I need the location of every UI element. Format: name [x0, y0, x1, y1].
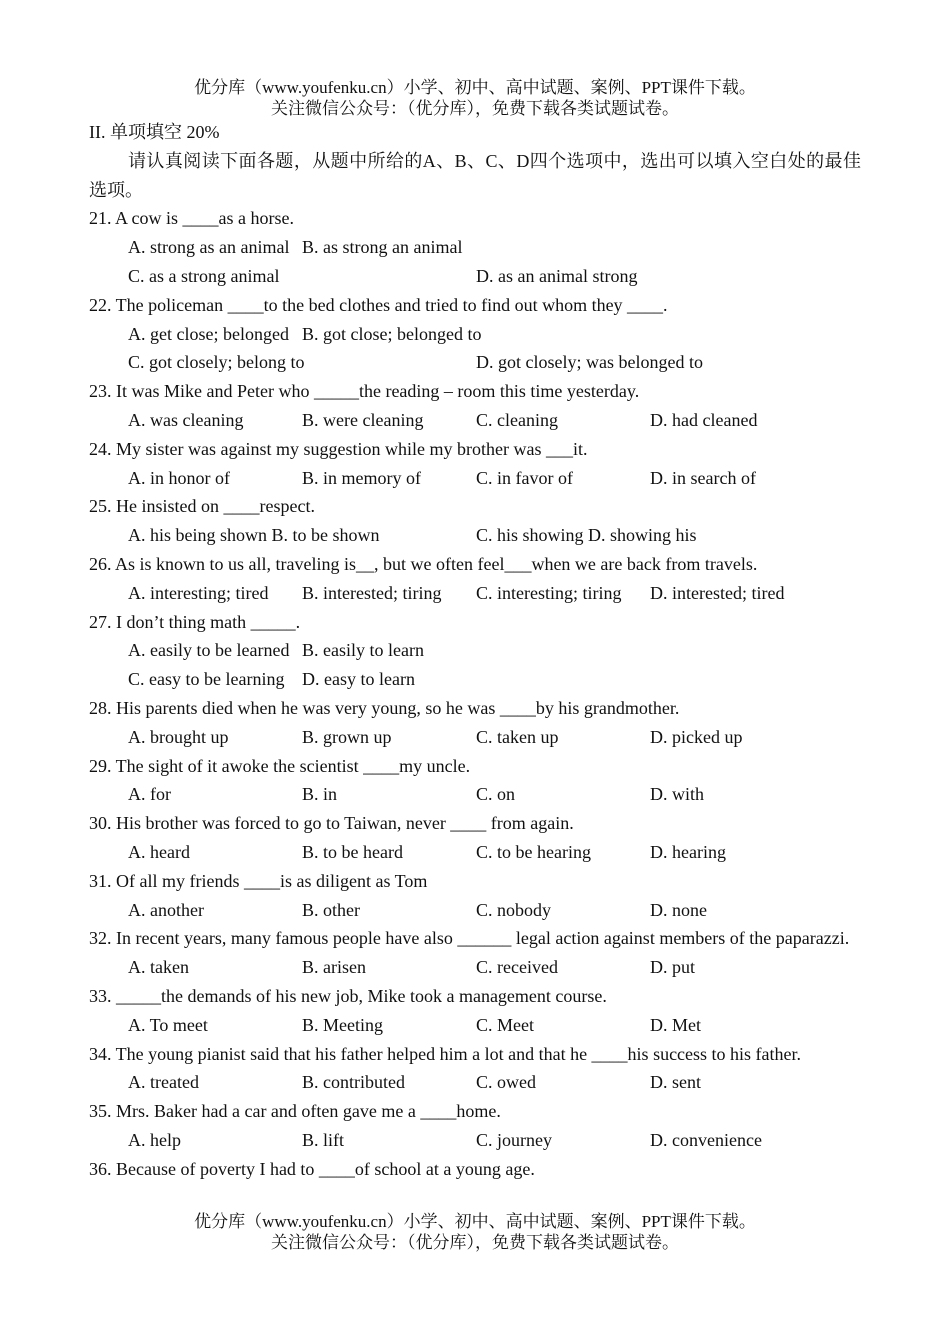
answer-option: A. easily to be learned	[128, 640, 290, 661]
answer-option: D. got closely; was belonged to	[476, 352, 703, 373]
option-row	[89, 262, 861, 291]
question-item	[89, 1040, 861, 1098]
question-stem: 32. In recent years, many famous people have also ______ legal action against members of the paparazzi.	[89, 928, 850, 949]
option-row	[89, 348, 861, 377]
question-stem: 30. His brother was forced to go to Taiwan, never ____ from again.	[89, 813, 574, 834]
answer-option: A. his being shown B. to be shown	[128, 525, 380, 546]
option-row	[89, 780, 861, 809]
question-item	[89, 550, 861, 608]
answer-option: C. in favor of	[476, 467, 573, 488]
answer-option: A. help	[128, 1129, 181, 1150]
question-list	[89, 204, 861, 1183]
answer-option: B. other	[302, 899, 360, 920]
option-row	[89, 1011, 861, 1040]
answer-option: D. with	[650, 784, 704, 805]
question-item	[89, 752, 861, 810]
answer-option: C. Meet	[476, 1014, 534, 1035]
answer-option: B. grown up	[302, 726, 392, 747]
option-row	[89, 1068, 861, 1097]
question-item	[89, 435, 861, 493]
option-row	[89, 723, 861, 752]
question-item	[89, 1155, 861, 1184]
answer-option: C. interesting; tiring	[476, 582, 622, 603]
answer-option: C. his showing D. showing his	[476, 525, 697, 546]
question-item	[89, 982, 861, 1040]
answer-option: C. owed	[476, 1072, 536, 1093]
section-title: II. 单项填空 20%	[89, 122, 220, 142]
question-item	[89, 809, 861, 867]
question-stem: 26. As is known to us all, traveling is__, but we often feel___when we are back from travels.	[89, 553, 758, 574]
option-row	[89, 953, 861, 982]
question-stem: 28. His parents died when he was very young, so he was ____by his grandmother.	[89, 697, 680, 718]
answer-option: D. interested; tired	[650, 582, 785, 603]
answer-option: C. cleaning	[476, 409, 558, 430]
answer-option: B. contributed	[302, 1072, 405, 1093]
answer-option: D. none	[650, 899, 707, 920]
option-row	[89, 1126, 861, 1155]
page-footer	[0, 1211, 950, 1253]
option-row	[89, 233, 861, 262]
option-row	[89, 320, 861, 349]
page-header	[0, 77, 950, 119]
answer-option: C. taken up	[476, 726, 559, 747]
option-row	[89, 838, 861, 867]
header-line-1: 优分库（www.youfenku.cn）小学、初中、高中试题、案例、PPT课件下载。	[194, 78, 756, 97]
answer-option: A. in honor of	[128, 467, 230, 488]
answer-option: D. Met	[650, 1014, 701, 1035]
answer-option: D. sent	[650, 1072, 701, 1093]
answer-option: D. as an animal strong	[476, 265, 638, 286]
question-stem: 29. The sight of it awoke the scientist ____my uncle.	[89, 755, 471, 776]
answer-option: C. to be hearing	[476, 841, 591, 862]
question-item	[89, 867, 861, 925]
option-row	[89, 665, 861, 694]
question-item	[89, 1097, 861, 1155]
question-stem: 34. The young pianist said that his father helped him a lot and that he ____his success to his father.	[89, 1043, 802, 1064]
question-stem: 25. He insisted on ____respect.	[89, 496, 315, 517]
answer-option: B. as strong an animal	[302, 237, 463, 258]
option-row	[89, 521, 861, 550]
question-item	[89, 377, 861, 435]
answer-option: C. on	[476, 784, 516, 805]
answer-option: D. convenience	[650, 1129, 762, 1150]
answer-option: C. nobody	[476, 899, 552, 920]
answer-option: B. interested; tiring	[302, 582, 442, 603]
answer-option: A. To meet	[128, 1014, 208, 1035]
answer-option: C. as a strong animal	[128, 265, 280, 286]
question-item	[89, 204, 861, 290]
option-row	[89, 896, 861, 925]
answer-option: D. put	[650, 957, 695, 978]
question-item	[89, 608, 861, 694]
answer-option: D. had cleaned	[650, 409, 758, 430]
answer-option: A. heard	[128, 841, 190, 862]
question-stem: 22. The policeman ____to the bed clothes and tried to find out whom they ____.	[89, 294, 668, 315]
answer-option: B. in memory of	[302, 467, 421, 488]
answer-option: D. picked up	[650, 726, 743, 747]
section-instruction: 请认真阅读下面各题，从题中所给的A、B、C、D四个选项中，选出可以填入空白处的最佳选项。	[89, 150, 861, 200]
answer-option: B. were cleaning	[302, 409, 424, 430]
answer-option: B. Meeting	[302, 1014, 383, 1035]
answer-option: B. lift	[302, 1129, 345, 1150]
question-item	[89, 492, 861, 550]
answer-option: C. easy to be learning	[128, 669, 285, 690]
header-line-2: 关注微信公众号：（优分库），免费下载各类试题试卷。	[271, 99, 679, 118]
footer-line-2: 关注微信公众号：（优分库），免费下载各类试题试卷。	[271, 1233, 679, 1252]
answer-option: C. received	[476, 957, 558, 978]
answer-option: B. in	[302, 784, 338, 805]
answer-option: B. arisen	[302, 957, 366, 978]
answer-option: A. treated	[128, 1072, 199, 1093]
answer-option: D. easy to learn	[302, 669, 415, 690]
answer-option: B. to be heard	[302, 841, 403, 862]
answer-option: B. got close; belonged to	[302, 323, 482, 344]
answer-option: D. in search of	[650, 467, 756, 488]
question-item	[89, 694, 861, 752]
answer-option: A. taken	[128, 957, 189, 978]
question-item	[89, 924, 861, 982]
answer-option: C. journey	[476, 1129, 552, 1150]
answer-option: A. was cleaning	[128, 409, 244, 430]
question-stem: 23. It was Mike and Peter who _____the reading – room this time yesterday.	[89, 381, 640, 402]
answer-option: A. for	[128, 784, 171, 805]
option-row	[89, 579, 861, 608]
answer-option: C. got closely; belong to	[128, 352, 305, 373]
question-stem: 35. Mrs. Baker had a car and often gave me a ____home.	[89, 1101, 501, 1122]
answer-option: A. get close; belonged	[128, 323, 289, 344]
option-row	[89, 406, 861, 435]
question-stem: 36. Because of poverty I had to ____of school at a young age.	[89, 1158, 535, 1179]
question-item	[89, 291, 861, 377]
answer-option: A. strong as an animal	[128, 237, 290, 258]
answer-option: A. brought up	[128, 726, 229, 747]
option-row	[89, 636, 861, 665]
option-row	[89, 464, 861, 493]
question-stem: 21. A cow is ____as a horse.	[89, 208, 294, 229]
answer-option: B. easily to learn	[302, 640, 424, 661]
question-stem: 31. Of all my friends ____is as diligent as Tom	[89, 870, 428, 891]
answer-option: A. interesting; tired	[128, 582, 269, 603]
question-stem: 27. I don’t thing math _____.	[89, 611, 301, 632]
answer-option: D. hearing	[650, 841, 726, 862]
exam-content	[89, 118, 861, 1183]
question-stem: 24. My sister was against my suggestion while my brother was ___it.	[89, 438, 588, 459]
footer-line-1: 优分库（www.youfenku.cn）小学、初中、高中试题、案例、PPT课件下载。	[194, 1212, 756, 1231]
question-stem: 33. _____the demands of his new job, Mike took a management course.	[89, 985, 607, 1006]
answer-option: A. another	[128, 899, 204, 920]
